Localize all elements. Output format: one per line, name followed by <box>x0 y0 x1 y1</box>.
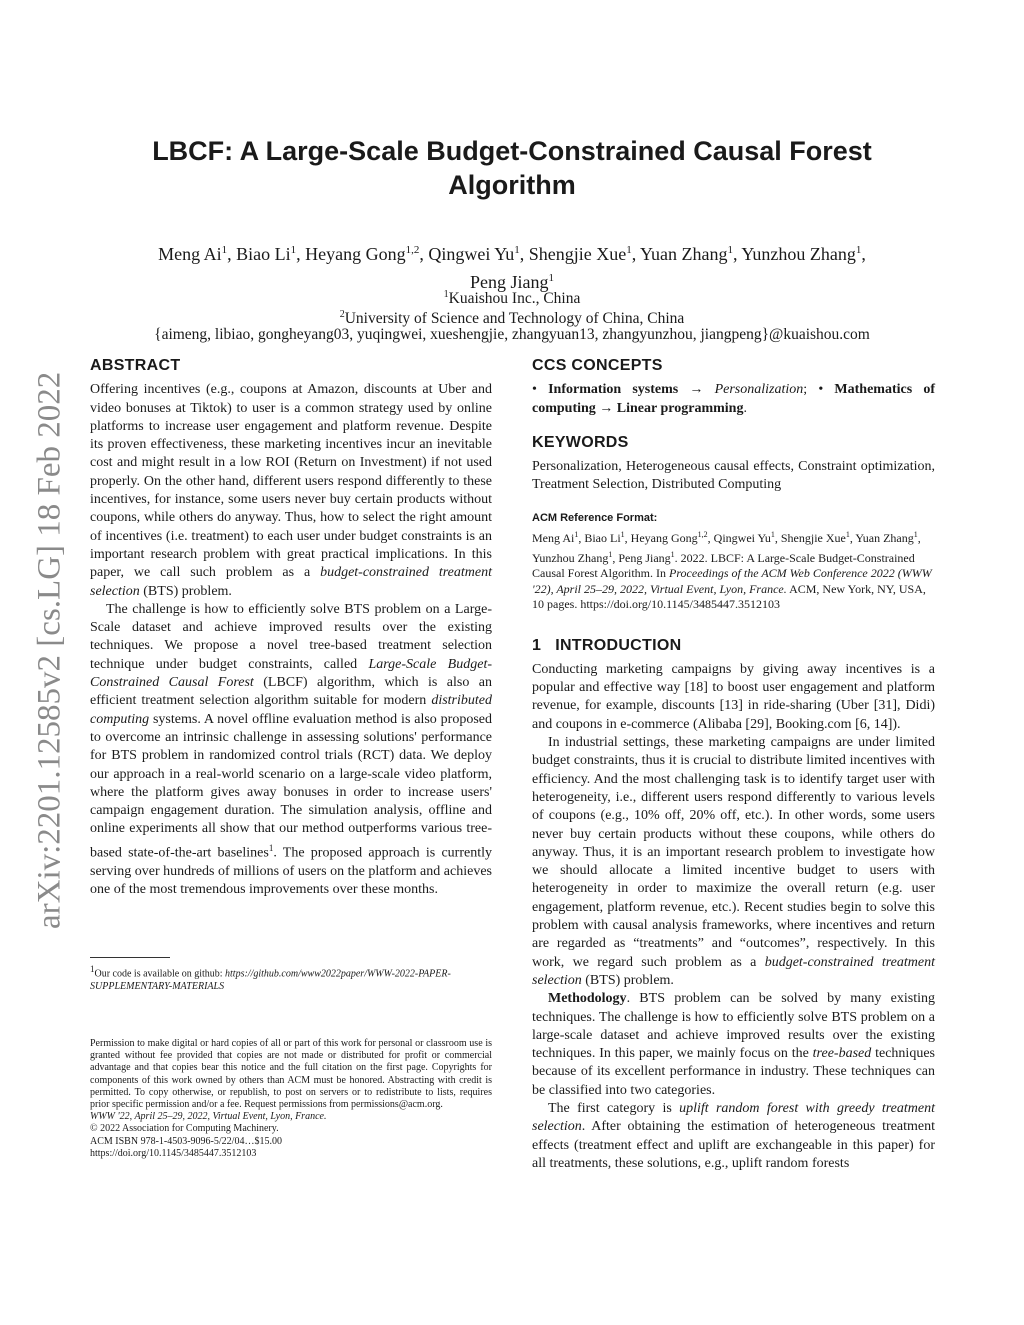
intro-paragraph-3: Methodology. BTS problem can be solved by many existing techniques. The challenge is how to efficiently solve BTS problem on a large-scale dataset and achieve improved results over the existing techniques. In this paper, we mainly focus on the tree-based techniques because of its excellent performance in industry. These techniques can be classified into two categories. <box>532 991 935 1098</box>
author: Qingwei Yu$^1$ <box>428 244 520 264</box>
author: Biao Li$^1$ <box>236 244 297 264</box>
ccs-heading: CCS CONCEPTS <box>532 357 663 374</box>
arxiv-side-stamp: arXiv:2201.12585v2 [cs.LG] 18 Feb 2022 <box>31 371 68 929</box>
affiliation-2: $^2$University of Science and Technology of China, China <box>339 309 685 328</box>
intro-paragraph-1: Conducting marketing campaigns by giving away incentives is a popular and effective way [18] to boost user engagement and platform revenue, for example, discounts [13] in ride-sharing (Uber [31], Didi) and coupons in e-commerce (Alibaba [29], Booking.com [6, 14]). <box>532 661 935 732</box>
author-list: Meng Ai$^1$, Biao Li$^1$, Heyang Gong$^{1,2}$, Qingwei Yu$^1$, Shengjie Xue$^1$, Yuan Zhang$^1$, Yunzhou Zhang$^1$, Peng Jiang$^1$ <box>158 244 866 292</box>
author: Peng Jiang$^1$ <box>470 272 554 292</box>
title-line-1: LBCF: A Large-Scale Budget-Constrained Causal Forest <box>152 136 872 166</box>
title-line-2: Algorithm <box>448 170 576 200</box>
abstract-heading: ABSTRACT <box>90 357 181 374</box>
ccs-concepts: • Information systems → Personalization; • Mathematics of computing → Linear programming. <box>532 382 935 416</box>
author-emails: {aimeng, libiao, gongheyang03, yuqingwei, xueshengjie, zhangyuan13, zhangyunzhou, jiangpeng}@kuaishou.com <box>154 326 870 343</box>
footnote-link[interactable]: https://github.com/www2022paper/WWW-2022-PAPER-SUPPLEMENTARY-MATERIALS <box>90 968 451 993</box>
footnote-divider <box>90 957 170 958</box>
paper-title <box>100 134 924 202</box>
author: Yunzhou Zhang$^1$ <box>741 244 862 264</box>
abstract-paragraph-2: The challenge is how to efficiently solve BTS problem on a Large-Scale dataset and achieve improved results over the existing techniques. We propose a novel tree-based treatment selection technique under budget constraints, called Large-Scale Budget-Constrained Causal Forest (LBCF) algorithm, which is also an efficient treatment selection algorithm suitable for modern distributed computing systems. A novel offline evaluation method is also proposed to overcome an intrinsic challenge in assessing solutions' performance for BTS problem in randomized control trials (RCT) data. We deploy our approach in a real-world scenario on a large-scale video platform, where the platform gives away bonuses in order to increase users' campaign engagement duration. The simulation analysis, offline and online experiments all show that our method outperforms various tree-based state-of-the-art baselines$^1$. The proposed approach is currently serving over hundreds of millions of users on the platform and achieves one of the most tremendous improvements over these months. <box>90 601 493 897</box>
acm-reference: Meng Ai$^1$, Biao Li$^1$, Heyang Gong$^{1,2}$, Qingwei Yu$^1$, Shengjie Xue$^1$, Yuan Zhang$^1$, Yunzhou Zhang$^1$, Peng Jiang$^1$. 2022. LBCF: A Large-Scale Budget-Constrained Causal Forest Algorithm. In Proceedings of the ACM Web Conference 2022 (WWW '22), April 25–29, 2022, Virtual Event, Lyon, France. ACM, New York, NY, USA, 10 pages. https://doi.org/10.1145/3485447.3512103 <box>532 530 932 612</box>
acm-reference-heading: ACM Reference Format: <box>532 511 658 524</box>
intro-paragraph-4: The first category is uplift random forest with greedy treatment selection. After obtaining the estimation of heterogeneous treatment effects (treatment effect and uplift are exchangeable in this paper) for all treatments, these solutions, e.g., uplift random forests <box>532 1101 935 1171</box>
author: Heyang Gong$^{1,2}$ <box>305 244 420 264</box>
abstract-paragraph-1: Offering incentives (e.g., coupons at Amazon, discounts at Uber and video bonuses at Tiktok) to user is a common strategy used by online platforms to increase user engagement and platform revenue. Despite its proven effectiveness, these marketing incentives incur an inevitable cost and might result in a low ROI (Return on Investment) if not used properly. On the other hand, different users respond differently to these incentives, for instance, some users never buy certain products without coupons, while others do anyway. Thus, how to select the right amount of incentives (i.e. treatment) to each user under budget constraints is an important research problem with great practical implications. In this paper, we call such problem as a budget-constrained treatment selection (BTS) problem. <box>90 382 492 599</box>
author: Meng Ai$^1$ <box>158 244 228 264</box>
author: Yuan Zhang$^1$ <box>640 244 734 264</box>
keywords-heading: KEYWORDS <box>532 433 629 451</box>
keywords-text: Personalization, Heterogeneous causal effects, Constraint optimization, Treatment Selection, Distributed Computing <box>532 459 935 493</box>
right-column <box>532 357 935 1173</box>
doi-link[interactable]: https://doi.org/10.1145/3485447.3512103 <box>90 1147 257 1159</box>
permission-notice: Permission to make digital or hard copies of all or part of this work for personal or classroom use is granted without fee provided that copies are not made or distributed for profit or commercial advantage and that copies bear this notice and the full citation on the first page. Copyrights for components of this work owned by others than ACM must be honored. Abstracting with credit is permitted. To copy otherwise, or republish, to post on servers or to redistribute to lists, requires prior specific permission and/or a fee. Request permissions from permissions@acm.org. WWW '22, April 25–29, 2022, Virtual Event, Lyon, France. © 2022 Association for Computing Machinery. ACM ISBN 978-1-4503-9096-5/22/04…$15.00 https://doi.org/10.1145/3485447.3512103 <box>90 1038 492 1159</box>
intro-paragraph-2: In industrial settings, these marketing campaigns are under limited budget constraints, thus it is crucial to distribute limited incentives with efficiency. And the most challenging task is to identify target user with heterogeneity, i.e., different users respond differently to various levels of coupons (e.g., 10% off, 20% off, etc.). In other words, some users never buy certain products without these coupons, while others do anyway. Thus, it is an important research problem to investigate how we should allocate a limited incentive budget to users with heterogeneity in order to maximize the overall return (e.g. user engagement, platform revenue, etc.). Recent studies begin to solve this problem with causal analysis frameworks, where incentives and return are regarded as “treatments” and “outcomes”, respectively. In this work, we regard such problem as a budget-constrained treatment selection (BTS) problem. <box>532 735 935 988</box>
left-column <box>90 357 492 899</box>
intro-heading: 1 INTRODUCTION <box>532 636 682 654</box>
affiliation-1: $^1$Kuaishou Inc., China <box>443 289 581 308</box>
author: Shengjie Xue$^1$ <box>528 244 632 264</box>
footnote: 1Our code is available on github: https://github.com/www2022paper/WWW-2022-PAPER-SUPPLEMENTARY-MATERIALS <box>90 964 451 993</box>
